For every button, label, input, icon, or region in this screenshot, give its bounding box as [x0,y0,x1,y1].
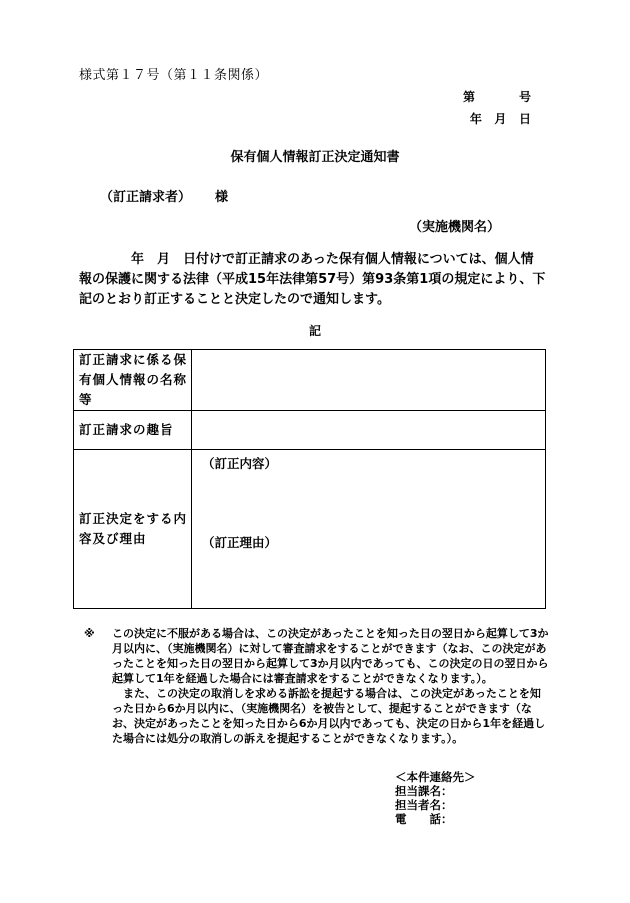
decision-table [73,349,546,609]
table-row [74,350,546,411]
honorific: 様 [215,190,229,205]
requester-name: （訂正請求者） [100,190,192,205]
contact-person: 担当者名： [395,798,453,812]
contact-block [395,770,476,826]
contact-dept: 担当課名： [395,784,453,798]
agency-name: （実施機関名） [408,220,500,235]
body-line-2: 報の保護に関する法律（平成15年法律第57号）第93条第1項の規定により、下 [79,272,546,287]
table-row [74,450,546,609]
row-value-decision [192,450,546,609]
ki-heading: 記 [308,324,321,338]
body-line-3: 記のとおり訂正することと決定したので通知します。 [79,292,390,307]
contact-phone: 電 話： [395,812,453,826]
appeal-note [84,626,550,746]
row-label-decision: 訂正決定をする内容及び理由 [74,450,192,609]
body-line-1: 年 月 日付けで訂正請求のあった保有個人情報については、個人情 [79,252,534,267]
requester-line [100,186,228,205]
row-label-purpose: 訂正請求の趣旨 [74,411,192,450]
correction-content-label: （訂正内容） [202,456,278,471]
contact-heading: ＜本件連絡先＞ [395,770,476,784]
row-value-purpose [192,411,546,450]
note-paragraph-1: この決定に不服がある場合は、この決定があったことを知った日の翌日から起算して3か月以内に、（実施機関名）に対して審査請求をすることができます（なお、この決定があったことを知った日の翌日から起算して3か月以内であっても、この決定の日の翌日から起算して1年を経過した場合には審査請求をすることができなくなります。）。 [112,627,549,685]
note-mark: ※ [84,627,95,640]
row-label-info-name: 訂正請求に係る保有個人情報の名称等 [74,350,192,411]
document-number-date [463,86,531,130]
notice-body [79,250,549,310]
table-row [74,411,546,450]
issue-date: 年 月 日 [469,112,531,126]
document-title: 保有個人情報訂正決定通知書 [230,150,400,165]
document-number: 第 号 [462,90,531,104]
row-value-info-name [192,350,546,411]
note-paragraph-2: また、この決定の取消しを求める訴訟を提起する場合は、この決定があったことを知った日から6か月以内に、（実施機関名）を被告として、提起することができます（なお、決定があったことを知った日から6か月以内であっても、決定の日から1年を経過した場合には処分の取消しの訴えを提起することができなくなります。）。 [112,687,546,745]
correction-reason-label: （訂正理由） [202,535,278,550]
form-number: 様式第１７号（第１１条関係） [79,68,269,83]
